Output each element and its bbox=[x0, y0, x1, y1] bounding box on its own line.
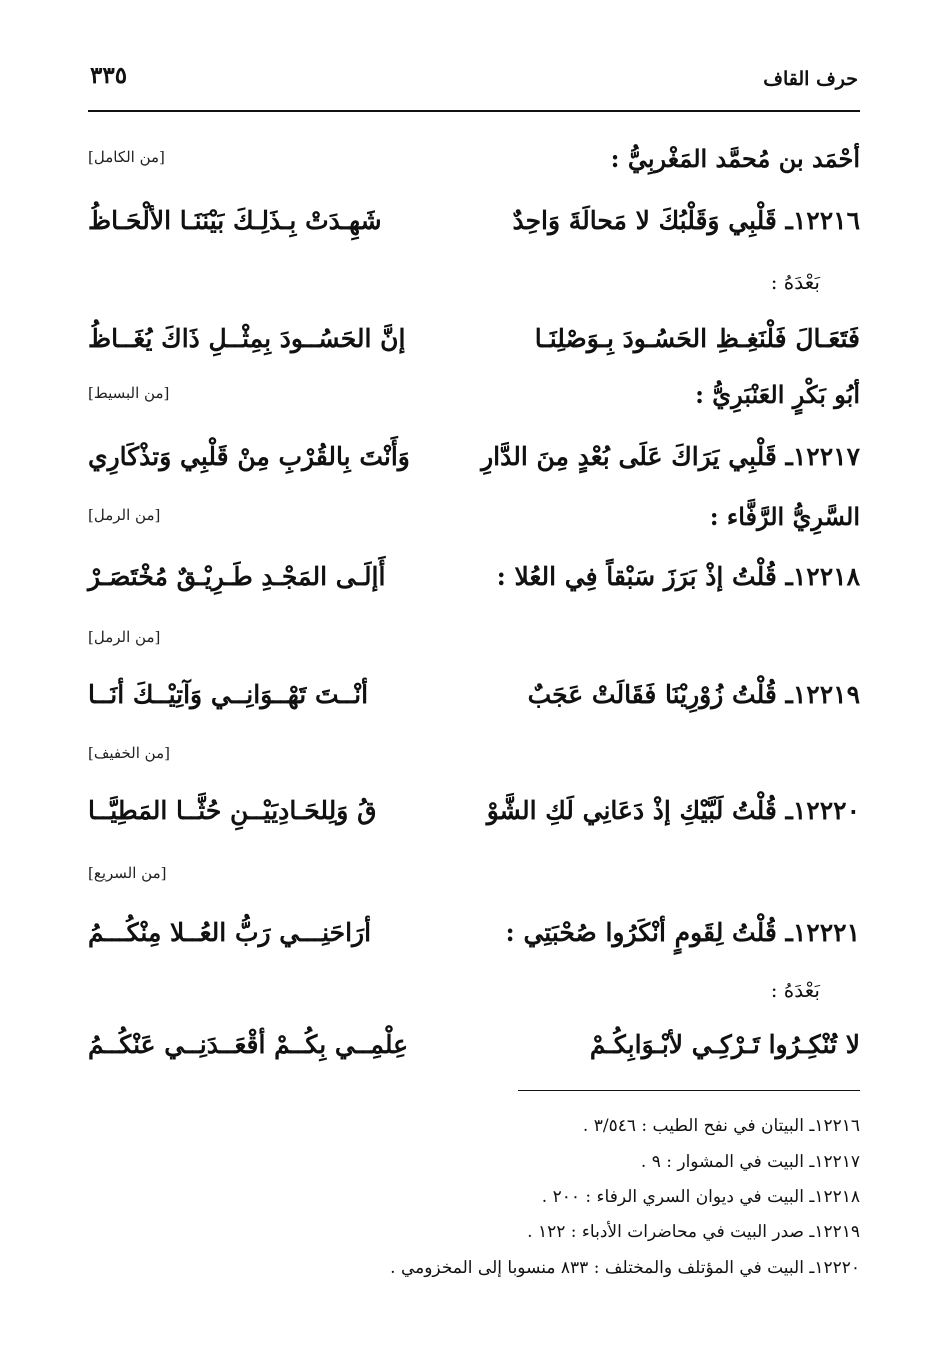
verse-number: ١٢٢١٦ـ bbox=[785, 206, 860, 235]
meter-label: [من الرمل] bbox=[88, 506, 161, 524]
meter-label: [من الكامل] bbox=[88, 148, 165, 166]
header-rule bbox=[88, 110, 860, 112]
footnote: ١٢٢١٩ـ صدر البيت في محاضرات الأدباء : ١٢٢ . bbox=[527, 1222, 860, 1242]
poet-row bbox=[88, 376, 860, 428]
verse-number: ١٢٢١٩ـ bbox=[785, 680, 860, 709]
verse-second-hemistich: شَهِـدَتْ بِـذَلِـكَ بَيْنَنَـا الألْحَـاظُ bbox=[88, 206, 382, 235]
verse-second-hemistich: وَأَنْتَ بِالقُرْبِ مِنْ قَلْبِي وَتذْكَارِي bbox=[88, 442, 410, 471]
note-row bbox=[88, 264, 860, 316]
verse-number: ١٢٢٢٠ـ bbox=[785, 796, 860, 825]
meter-row bbox=[88, 736, 860, 788]
poet-name: السَّرِيُّ الرَّفَّاء : bbox=[709, 502, 860, 531]
verse-first-hemistich bbox=[512, 206, 860, 235]
verse-number: ١٢٢٢١ـ bbox=[785, 918, 860, 947]
verse-number: ١٢٢١٨ـ bbox=[785, 562, 860, 591]
meter-row bbox=[88, 620, 860, 672]
page-number: ٣٣٥ bbox=[90, 62, 128, 89]
verse-first-hemistich: لا تُنْكِـرُوا تَـرْكِـي لأبْـوَابِكُـمْ bbox=[589, 1030, 860, 1059]
verse-line bbox=[88, 672, 860, 724]
meter-label: [من السريع] bbox=[88, 864, 167, 882]
footnote: ١٢٢١٦ـ البيتان في نفح الطيب : ٣/٥٤٦ . bbox=[582, 1116, 860, 1136]
verse-line bbox=[88, 198, 860, 250]
verse-first-hemistich bbox=[528, 680, 860, 709]
verse-line bbox=[88, 910, 860, 962]
note-row bbox=[88, 972, 860, 1024]
footnote: ١٢٢٢٠ـ البيت في المؤتلف والمختلف : ٨٣٣ منسوبا إلى المخزومي . bbox=[390, 1258, 860, 1278]
footnote: ١٢٢١٧ـ البيت في المشوار : ٩ . bbox=[640, 1152, 860, 1172]
verse-first-hemistich bbox=[506, 918, 860, 947]
verse-second-hemistich: أرَاحَنِـــي رَبُّ العُــلا مِنْكُـــمُ bbox=[88, 918, 372, 947]
verse-first-hemistich bbox=[481, 442, 860, 471]
meter-label: [من الخفيف] bbox=[88, 744, 170, 762]
meter-label: [من البسيط] bbox=[88, 384, 170, 402]
verse-text: قُلْتُ زُوْرِيْنَا فَقَالَتْ عَجَبٌ bbox=[527, 680, 777, 709]
verse-line bbox=[88, 316, 860, 368]
footnote-rule bbox=[518, 1090, 860, 1091]
verse-text: قَلْبِي وَقَلْبُكَ لا مَحالَةَ وَاحِدٌ bbox=[512, 206, 777, 235]
after-note: بَعْدَهُ : bbox=[770, 978, 820, 1002]
verse-text: قُلْتُ لِقَومٍ أنْكَرُوا صُحْبَتِي : bbox=[505, 918, 777, 947]
verse-second-hemistich: قُ وَلِلحَـادِيَيْــنِ حُثَّــا المَطِيَّــا bbox=[88, 796, 377, 825]
verse-first-hemistich bbox=[497, 562, 860, 591]
verse-text: قُلْتُ إذْ بَرَزَ سَبْقاً فِي العُلا : bbox=[496, 562, 777, 591]
poet-name: أحْمَد بن مُحمَّد المَغْربِيُّ : bbox=[610, 144, 860, 173]
verse-line bbox=[88, 788, 860, 840]
poet-row bbox=[88, 498, 860, 550]
verse-second-hemistich: إنَّ الحَسُــودَ بِمِثْــلِ ذَاكَ يُغَــاظُ bbox=[88, 324, 406, 353]
verse-line bbox=[88, 1022, 860, 1074]
after-note: بَعْدَهُ : bbox=[770, 270, 820, 294]
verse-text: قَلْبِي يَرَاكَ عَلَى بُعْدٍ مِنَ الدَّارِ bbox=[481, 442, 777, 471]
verse-first-hemistich: فَتَعَـالَ فَلْنَغِـظِ الحَسُـودَ بِـوَصْلِنَـا bbox=[534, 324, 860, 353]
meter-row bbox=[88, 856, 860, 908]
verse-second-hemistich: عِلْمِــي بِكُــمْ أقْعَــدَنِــي عَنْكُــمُ bbox=[88, 1030, 409, 1059]
running-header-title: حرف القاف bbox=[763, 68, 858, 90]
verse-text: قُلْتُ لَبَّيْكِ إذْ دَعَانِي لَكِ الشَّوْ bbox=[486, 796, 777, 825]
verse-line bbox=[88, 434, 860, 486]
verse-second-hemistich: أنْــتَ تَهْــوَانِــي وَآتِيْــكَ أنَــا bbox=[88, 680, 369, 709]
poet-row bbox=[88, 140, 860, 192]
verse-second-hemistich: أَإلَـى المَجْـدِ طَـرِيْـقٌ مُخْتَصَـرْ bbox=[88, 562, 386, 591]
footnote: ١٢٢١٨ـ البيت في ديوان السري الرفاء : ٢٠٠ . bbox=[541, 1187, 860, 1207]
verse-first-hemistich bbox=[487, 796, 860, 825]
verse-number: ١٢٢١٧ـ bbox=[785, 442, 860, 471]
verse-line bbox=[88, 554, 860, 606]
poet-name: أبُو بَكْرٍ العَنْبَرِيُّ : bbox=[695, 380, 860, 409]
meter-label: [من الرمل] bbox=[88, 628, 161, 646]
